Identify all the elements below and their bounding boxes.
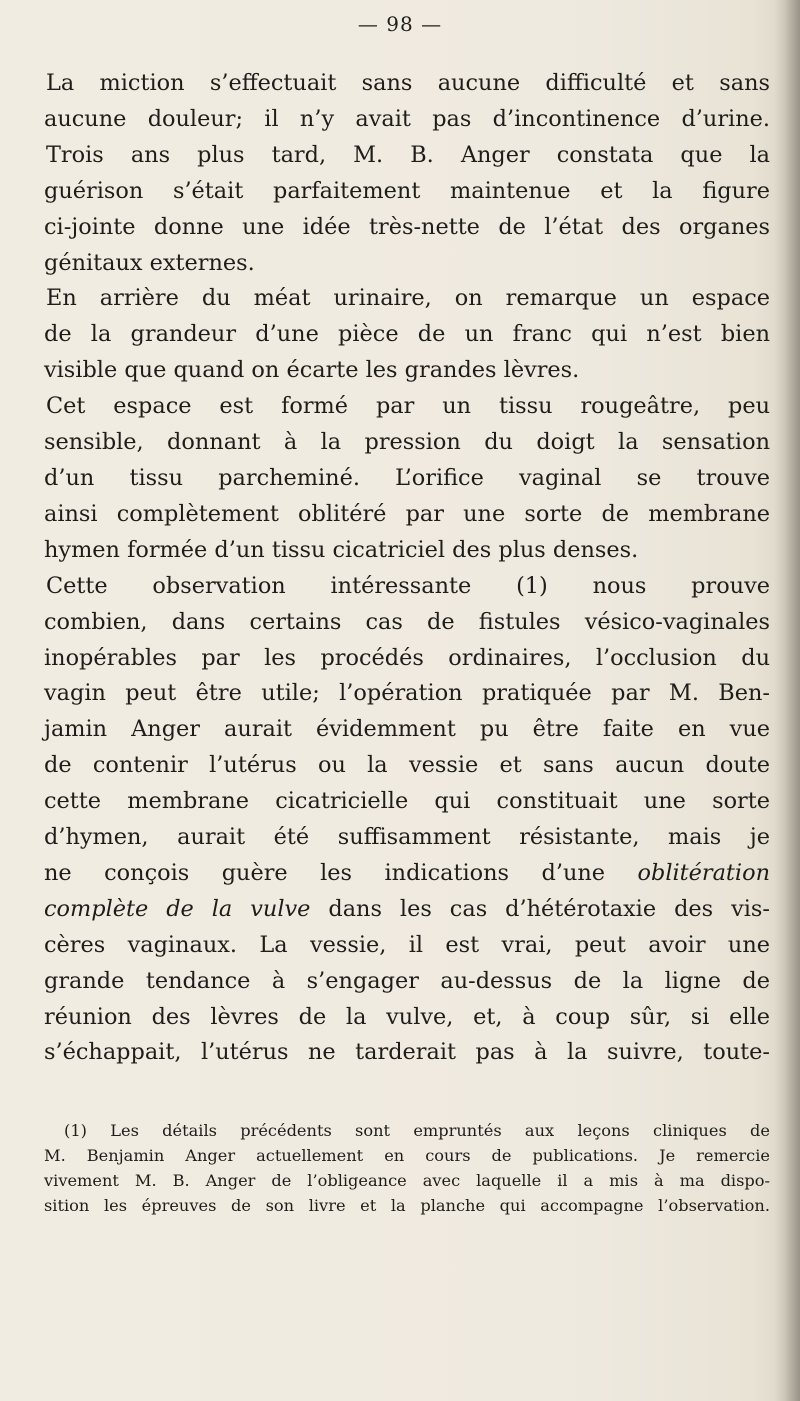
body-line: sensible, donnant à la pression du doigt la sensation <box>44 429 770 456</box>
body-line: hymen formée d’un tissu cicatriciel des plus denses. <box>44 536 639 563</box>
body-line: jamin Anger aurait évidemment pu être faite en vue <box>44 716 770 743</box>
body-line: grande tendance à s’engager au-dessus de la ligne de <box>44 967 770 994</box>
footnote-line: (1) Les détails précédents sont empruntés aux leçons cliniques de <box>64 1121 770 1140</box>
body-line-with-italic <box>44 892 770 928</box>
body-line: ci-jointe donne une idée très-nette de l’état des organes <box>44 213 770 240</box>
body-line: génitaux externes. <box>44 249 255 276</box>
body-line: guérison s’était parfaitement maintenue et la figure <box>44 177 770 204</box>
body-text <box>44 66 770 1071</box>
footnote <box>44 1118 770 1218</box>
body-line: Cette observation intéressante (1) nous prouve <box>46 572 770 599</box>
body-line: d’un tissu parcheminé. L’orifice vaginal se trouve <box>44 464 770 491</box>
footnote-line: vivement M. B. Anger de l’obligeance avec laquelle il a mis à ma dispo- <box>44 1171 770 1190</box>
page-edge-shadow <box>774 0 800 1401</box>
italic-term: oblitération <box>637 859 770 886</box>
body-line: inopérables par les procédés ordinaires, l’occlusion du <box>44 644 770 671</box>
footnote-line: sition les épreuves de son livre et la planche qui accompagne l’observation. <box>44 1196 770 1215</box>
body-line: visible que quand on écarte les grandes lèvres. <box>44 357 580 384</box>
body-line: aucune douleur; il n’y avait pas d’incontinence d’urine. <box>44 105 770 132</box>
footnote-line: M. Benjamin Anger actuellement en cours de publications. Je remercie <box>44 1146 770 1165</box>
body-line-part: dans les cas d’hétérotaxie des vis- <box>310 895 770 922</box>
body-line: d’hymen, aurait été suffisamment résistante, mais je <box>44 824 770 851</box>
body-line: En arrière du méat urinaire, on remarque un espace <box>46 285 770 312</box>
body-line: ainsi complètement oblitéré par une sorte de membrane <box>44 500 770 527</box>
body-line: cères vaginaux. La vessie, il est vrai, peut avoir une <box>44 931 770 958</box>
body-line-part: ne conçois guère les indications d’une <box>44 859 638 886</box>
body-line: combien, dans certains cas de fistules vésico-vaginales <box>44 608 770 635</box>
body-line: La miction s’effectuait sans aucune difficulté et sans <box>46 70 770 96</box>
page-number: — 98 — <box>357 12 443 36</box>
body-line: vagin peut être utile; l’opération pratiquée par M. Ben- <box>44 680 770 707</box>
body-line-with-italic <box>44 856 770 892</box>
body-line: Trois ans plus tard, M. B. Anger constata que la <box>46 141 770 168</box>
body-line: réunion des lèvres de la vulve, et, à coup sûr, si elle <box>44 1003 770 1030</box>
body-line: Cet espace est formé par un tissu rougeâtre, peu <box>46 393 770 420</box>
body-line: s’échappait, l’utérus ne tarderait pas à la suivre, toute- <box>44 1039 770 1066</box>
body-line: de contenir l’utérus ou la vessie et sans aucun doute <box>44 752 770 779</box>
body-line: de la grandeur d’une pièce de un franc qui n’est bien <box>44 321 770 348</box>
italic-term: complète de la vulve <box>44 895 311 922</box>
body-line: cette membrane cicatricielle qui constituait une sorte <box>44 788 770 815</box>
